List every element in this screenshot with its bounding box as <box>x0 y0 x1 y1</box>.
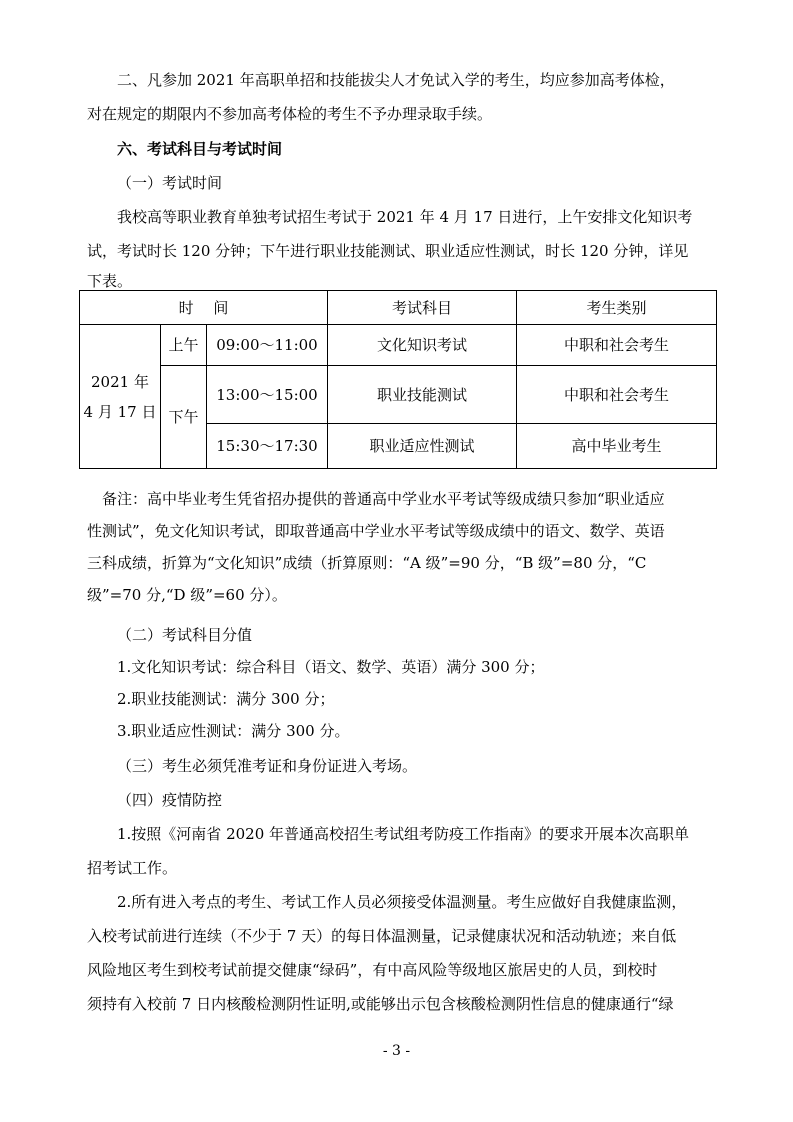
text-line: 下表。 <box>87 272 133 290</box>
time-cell: 09:00～11:00 <box>207 325 328 366</box>
text-line: 须持有入校前 7 日内核酸检测阴性证明,或能够出示包含核酸检测阴性信息的健康通行“绿 <box>87 995 674 1013</box>
date-day: 4 月 17 日 <box>83 402 157 421</box>
category-cell: 高中毕业考生 <box>517 424 717 469</box>
time-cell: 13:00～15:00 <box>207 366 328 424</box>
score-item: 3.职业适应性测试：满分 300 分。 <box>117 722 350 740</box>
table-row <box>80 325 717 366</box>
text-line: 三科成绩，折算为“文化知识”成绩（折算原则：“A 级”=90 分，“B 级”=80 分，“C <box>87 554 647 572</box>
page-number: - 3 - <box>382 1043 411 1059</box>
text-line: 1.按照《河南省 2020 年普通高校招生考试组考防疫工作指南》的要求开展本次高职单 <box>117 825 690 843</box>
subsection-heading: （二）考试科目分值 <box>117 626 253 644</box>
category-cell: 中职和社会考生 <box>517 325 717 366</box>
text-line: 2.所有进入考点的考生、考试工作人员必须接受体温测量。考生应做好自我健康监测， <box>117 893 687 911</box>
subject-cell: 职业技能测试 <box>328 366 517 424</box>
text-line: 风险地区考生到校考试前提交健康“绿码”，有中高风险等级地区旅居史的人员，到校时 <box>87 961 658 979</box>
subsection-heading: （一）考试时间 <box>117 174 223 192</box>
score-item: 2.职业技能测试：满分 300 分； <box>117 690 335 708</box>
period-morning: 上午 <box>161 325 207 366</box>
table-header-row <box>80 291 717 325</box>
subject-cell: 文化知识考试 <box>328 325 517 366</box>
category-cell: 中职和社会考生 <box>517 366 717 424</box>
header-subject: 考试科目 <box>328 291 517 325</box>
text-line: 试，考试时长 120 分钟；下午进行职业技能测试、职业适应性测试，时长 120 分钟，详见 <box>87 242 689 260</box>
text-line: 对在规定的期限内不参加高考体检的考生不予办理录取手续。 <box>87 105 493 123</box>
text-line: 性测试”，免文化知识考试，即取普通高中学业水平考试等级成绩中的语文、数学、英语 <box>87 522 665 540</box>
date-year: 2021 年 <box>91 372 149 391</box>
header-time: 时 间 <box>80 291 328 325</box>
table-row <box>80 366 717 424</box>
header-category: 考生类别 <box>517 291 717 325</box>
subsection-heading: （四）疫情防控 <box>117 791 223 809</box>
text-line: 入校考试前进行连续（不少于 7 天）的每日体温测量，记录健康状况和活动轨迹；来自低 <box>87 927 677 945</box>
exam-schedule-table <box>79 290 717 469</box>
subject-cell: 职业适应性测试 <box>328 424 517 469</box>
text-line: 二、凡参加 2021 年高职单招和技能拔尖人才免试入学的考生，均应参加高考体检， <box>117 71 675 89</box>
text-line: 备注：高中毕业考生凭省招办提供的普通高中学业水平考试等级成绩只参加“职业适应 <box>102 490 665 508</box>
text-line: 我校高等职业教育单独考试招生考试于 2021 年 4 月 17 日进行，上午安排文化知识考 <box>117 208 693 226</box>
section-heading: 六、考试科目与考试时间 <box>117 140 283 158</box>
text-line: 级”=70 分,“D 级”=60 分）。 <box>87 586 287 604</box>
date-cell <box>80 325 161 469</box>
subsection-heading: （三）考生必须凭准考证和身份证进入考场。 <box>117 757 418 775</box>
period-afternoon: 下午 <box>161 366 207 469</box>
score-item: 1.文化知识考试：综合科目（语文、数学、英语）满分 300 分； <box>117 658 545 676</box>
text-line: 招考试工作。 <box>87 859 178 877</box>
time-cell: 15:30～17:30 <box>207 424 328 469</box>
